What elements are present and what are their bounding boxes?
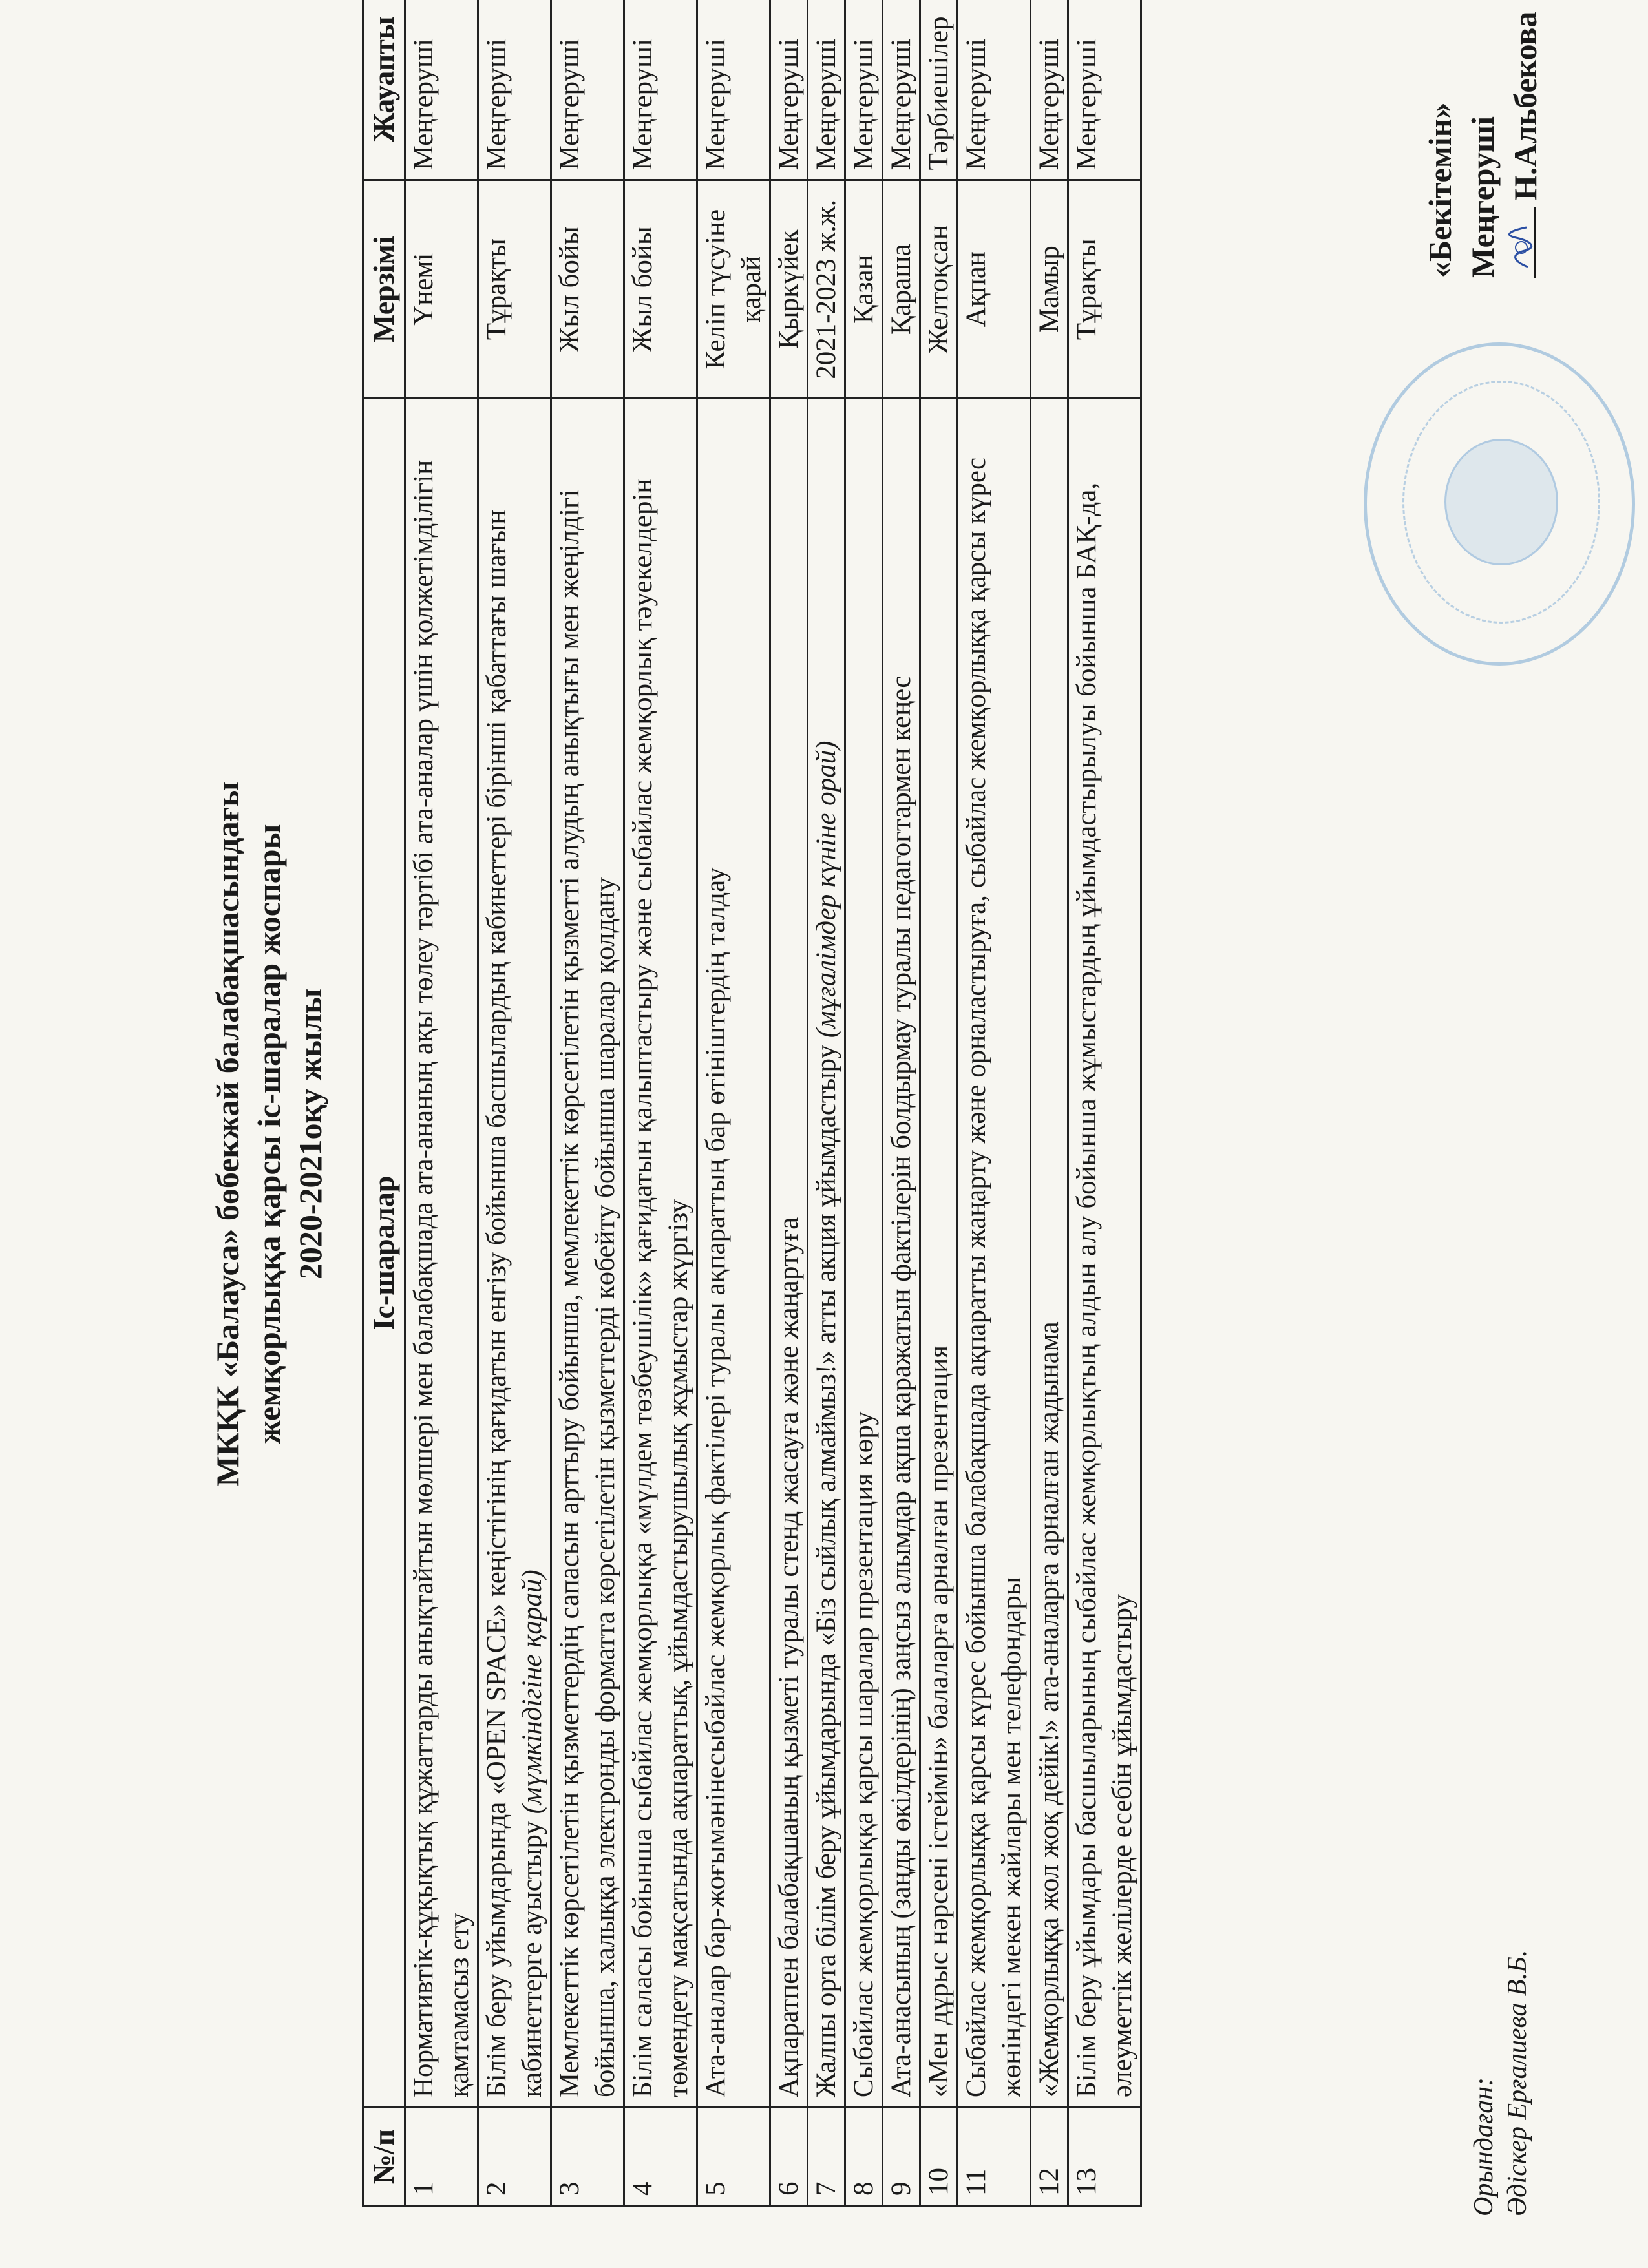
row-number [883, 2108, 920, 2206]
header-events: Іс-шаралар [363, 399, 405, 2108]
row-number-text: 4 [628, 2181, 658, 2196]
row-number [1068, 2108, 1141, 2206]
row-responsible-text: Меңгеруші [408, 38, 439, 171]
row-event [1068, 399, 1141, 2108]
footer-executor [1467, 1829, 1534, 2216]
row-term [958, 180, 1031, 399]
row-term-text: Қазан [849, 255, 879, 324]
row-number [845, 2108, 883, 2206]
row-number-text: 10 [924, 2168, 954, 2196]
header-number: №/п [363, 2108, 405, 2206]
row-event [845, 399, 883, 2108]
row-event-text: Сыбайлас жемқорлыққа қарсы күрес бойынша балабақшада ақпаратты жаңарту және орналастыруға, сыбайлас жемқорлыққа қарсы күрес жөніндегі мекен жайлары мен телефондары [961, 457, 1027, 2098]
row-term-text: Желтоқсан [924, 225, 954, 354]
row-term-text: Келіп түсуіне қарай [701, 209, 766, 370]
row-event-text: «Мен дұрыс нәрсені істеймін» балаларға арналған презентация [924, 1345, 954, 2098]
row-term [551, 180, 624, 399]
header-term: Мерзімі [363, 180, 405, 399]
row-number [958, 2108, 1031, 2206]
title-line-1: МКҚК «Балауса» бөбекжай балабақшасындағы [209, 781, 246, 1487]
row-responsible [958, 0, 1031, 180]
row-term [697, 180, 770, 399]
row-responsible-text: Меңгеруші [811, 38, 841, 171]
row-event-text: Сыбайлас жемқорлыққа қарсы шаралар презентация көру [849, 1411, 879, 2098]
row-term-text: Қараша [886, 244, 916, 335]
row-number [478, 2108, 551, 2206]
row-event-text: Ата-аналар бар-жоғымәнінесыбайлас жемқорлық фактілері туралы ақпараттың бар өтініштердің талдау [701, 867, 731, 2098]
approval-heading: «Бекітемін» [1422, 102, 1458, 278]
stamp-emblem [1444, 439, 1558, 565]
row-number-text: 1 [408, 2181, 439, 2196]
row-responsible [845, 0, 883, 180]
row-event [1031, 399, 1068, 2108]
row-responsible-text: Меңгеруші [628, 38, 658, 171]
row-number-text: 5 [701, 2181, 731, 2196]
row-number-text: 9 [886, 2181, 916, 2196]
row-number-text: 2 [481, 2181, 512, 2196]
row-responsible [697, 0, 770, 180]
row-number [1031, 2108, 1068, 2206]
row-responsible-text: Меңгеруші [555, 38, 585, 171]
row-event-text: Нормативтік-құқықтық құжаттарды анықтайтын мөлшері мен балабақшада ата-ананың ақы төлеу тәртібі ата-аналар үшін қолжетімділігін қамтамасыз ету [408, 459, 474, 2098]
row-event [551, 399, 624, 2108]
row-responsible [624, 0, 697, 180]
row-term-text: Үнемі [408, 253, 439, 326]
table-row [845, 0, 883, 2206]
table-body [405, 0, 1141, 2206]
table-row [551, 0, 624, 2206]
row-term-text: Жыл бойы [555, 226, 585, 353]
row-responsible [551, 0, 624, 180]
table-row [405, 0, 478, 2206]
signature-scribble [1508, 225, 1534, 270]
row-event [624, 399, 697, 2108]
row-event-note: (мұғалімдер күніне орай) [811, 740, 841, 1038]
row-event-text: Мемлекеттік көрсетілетін қызметтердің сапасын арттыру бойынша, мемлекеттік көрсетілетін қызметті алудың анықтығы мен жеңілдігі бойынша, халыққа электронды форматта көрсетілетін қызметтерді көбейту бойынша шаралар қолдану [555, 489, 620, 2098]
row-term [1031, 180, 1068, 399]
title-line-3: 2020-2021оқу жылы [292, 988, 328, 1280]
row-responsible-text: Меңгеруші [849, 38, 879, 171]
row-term-text: 2021-2023 ж.ж. [811, 199, 841, 379]
row-event-text: Ақпаратпен балабақшаның қызметі туралы стенд жасауға және жаңартуға [774, 1217, 804, 2098]
row-responsible [1031, 0, 1068, 180]
table-row [920, 0, 958, 2206]
header-responsible: Жауапты [363, 0, 405, 180]
row-event [478, 399, 551, 2108]
row-event [808, 399, 845, 2108]
row-term [883, 180, 920, 399]
row-term-text: Тұрақты [1072, 238, 1102, 341]
row-number-text: 6 [774, 2181, 804, 2196]
row-event-text: Білім беру уйымдарында «OPEN SPACE» кеңістігінің қағидатын енгізу бойынша басшылардың кабинеттері бірінші қабаттағы шағын кабинеттерге ауыстыру [481, 509, 547, 2098]
row-event [883, 399, 920, 2108]
row-number [697, 2108, 770, 2206]
row-number-text: 12 [1034, 2168, 1064, 2196]
table-row [478, 0, 551, 2206]
row-term-text: Тұрақты [481, 238, 512, 341]
row-event [770, 399, 808, 2108]
events-plan-table [362, 0, 1142, 2207]
official-stamp [1364, 342, 1635, 666]
table-row [1068, 0, 1141, 2206]
row-event-text: «Жемқорлыққа жол жоқ дейік!» ата-аналарға арналған жадынама [1034, 1321, 1064, 2098]
row-responsible-text: Меңгеруші [886, 38, 916, 171]
row-number [770, 2108, 808, 2206]
row-number [624, 2108, 697, 2206]
row-event [958, 399, 1031, 2108]
row-responsible-text: Меңгеруші [1072, 38, 1102, 171]
row-number [405, 2108, 478, 2206]
approval-block [1419, 6, 1547, 278]
table-row [883, 0, 920, 2206]
row-term [770, 180, 808, 399]
row-term-text: Ақпан [961, 251, 991, 328]
row-term-text: Қыркүйек [774, 229, 804, 349]
row-responsible-text: Тәрбиешілер [924, 16, 954, 171]
row-term-text: Жыл бойы [628, 226, 658, 353]
row-number [551, 2108, 624, 2206]
row-responsible [770, 0, 808, 180]
row-term [808, 180, 845, 399]
row-term [920, 180, 958, 399]
row-number-text: 13 [1072, 2168, 1102, 2196]
signature-line [1534, 207, 1536, 278]
table-row [770, 0, 808, 2206]
table-row [808, 0, 845, 2206]
approval-position: Меңгеруші [1464, 116, 1501, 278]
row-number-text: 8 [849, 2181, 879, 2196]
row-event [920, 399, 958, 2108]
row-term [845, 180, 883, 399]
row-number-text: 7 [811, 2181, 841, 2196]
row-term-text: Мамыр [1034, 246, 1064, 333]
table-row [624, 0, 697, 2206]
approver-name: Н.Альбекова [1507, 11, 1543, 200]
row-term [624, 180, 697, 399]
table-row [697, 0, 770, 2206]
executor-name: Әдіскер Ерғалиева В.Б. [1503, 1949, 1532, 2216]
row-event-note: (мүмкіндігіне қарай) [517, 1570, 547, 1814]
row-event-text: Жалпы орта білім беру ұйымдарында «Біз сыйлық алмаймыз!» атты акция ұйымдастыру [811, 1045, 841, 2098]
row-responsible-text: Меңгеруші [1034, 38, 1064, 171]
row-responsible-text: Меңгеруші [774, 38, 804, 171]
table-row [1031, 0, 1068, 2206]
row-term [478, 180, 551, 399]
row-event-text: Білім беру ұйымдары басшыларының сыбайлас жемқорлықтың алдын алу бойынша жұмыстардың ұйымдастырылуы бойынша БАҚ-да, әлеуметтік желілерде есебін ұйымдастыру [1072, 482, 1137, 2098]
row-number-text: 3 [555, 2181, 585, 2196]
table-header-row [363, 0, 405, 2206]
row-number [920, 2108, 958, 2206]
row-event-text: Ата-анасының (заңды өкілдерінің) заңсыз алымдар ақша қаражатын фактілерін болдырмау туралы педагогтармен кеңес [886, 675, 916, 2098]
row-responsible [920, 0, 958, 180]
row-responsible [405, 0, 478, 180]
row-event [697, 399, 770, 2108]
row-responsible-text: Меңгеруші [961, 38, 991, 171]
executor-label: Орындаған: [1469, 2077, 1499, 2216]
row-event-text: Білім саласы бойынша сыбайлас жемқорлыққа «мүлдем төзбеушілік» қағидатын қалыптастыру және сыбайлас жемқорлық тәуекелдерін төмендету мақсатында ақпараттық, ұйымдастырушылық жұмыстар жүргізу [628, 478, 693, 2098]
table-row [958, 0, 1031, 2206]
document-title [207, 727, 331, 1541]
row-number [808, 2108, 845, 2206]
row-responsible [1068, 0, 1141, 180]
row-number-text: 11 [961, 2168, 991, 2196]
row-term [405, 180, 478, 399]
row-term [1068, 180, 1141, 399]
title-line-2: жемқорлыққа қарсы іс-шаралар жоспары [251, 824, 287, 1444]
row-responsible [883, 0, 920, 180]
row-responsible [808, 0, 845, 180]
row-responsible-text: Меңгеруші [701, 38, 731, 171]
row-responsible [478, 0, 551, 180]
approval-signature-row [1504, 6, 1547, 278]
row-responsible-text: Меңгеруші [481, 38, 512, 171]
row-event [405, 399, 478, 2108]
